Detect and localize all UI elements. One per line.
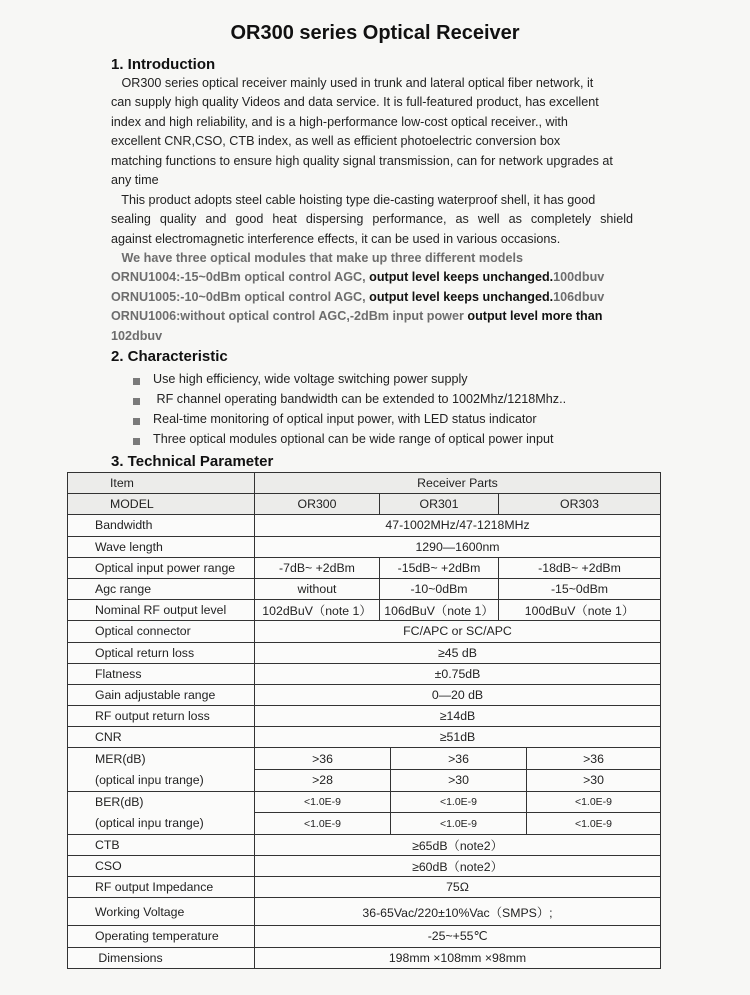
table-row	[68, 898, 661, 926]
row-value: ≥60dB（note2）	[255, 856, 661, 877]
square-bullet-icon	[133, 418, 140, 425]
mer-value-or301: >36	[391, 748, 527, 769]
square-bullet-icon	[133, 438, 140, 445]
model-line-ornu1004	[111, 268, 633, 287]
models-paragraph	[111, 249, 633, 346]
text-line: This product adopts steel cable hoisting type die-casting waterproof shell, it has good	[111, 193, 596, 207]
ber-value-or301: <1.0E-9	[391, 792, 527, 813]
table-row	[68, 926, 661, 947]
list-item	[133, 389, 566, 409]
row-label: RF output Impedance	[68, 877, 255, 898]
text-line: OR300 series optical receiver mainly used in trunk and lateral optical fiber network, it	[111, 76, 594, 90]
table-row	[68, 834, 661, 855]
model-spec: ORNU1004:-15~0dBm optical control AGC,	[111, 270, 370, 285]
ber-value-or303: <1.0E-9	[527, 792, 661, 813]
mer-value-row	[255, 770, 660, 791]
intro-paragraph-2	[111, 191, 633, 249]
mer-value-or303: >36	[527, 748, 661, 769]
row-label: CTB	[68, 834, 255, 855]
row-label: Nominal RF output level	[68, 600, 255, 621]
ber-label-line2: (optical inpu trange)	[95, 815, 204, 830]
mer-value-or301: >30	[391, 770, 527, 791]
model-level-last: 102dbuv	[111, 328, 163, 343]
text-line: against electromagnetic interference effects, it can be used in various occasions.	[111, 231, 561, 246]
model-cell: OR303	[499, 494, 661, 515]
ber-label-line1: BER(dB)	[95, 794, 144, 809]
mer-label-line1: MER(dB)	[95, 751, 146, 766]
table-row	[68, 642, 661, 663]
table-model-row	[68, 494, 661, 515]
model-cell: OR300	[255, 494, 380, 515]
mer-value-or303: >30	[583, 773, 604, 788]
header-item: Item	[68, 473, 255, 494]
row-label: CNR	[68, 727, 255, 748]
row-label: Working Voltage	[68, 898, 255, 926]
row-value-or300: without	[255, 578, 380, 599]
list-item-text: RF channel operating bandwidth can be extended to 1002Mhz/1218Mhz..	[153, 392, 567, 406]
model-output-note: output level keeps unchanged.	[369, 270, 554, 285]
row-value: 1290—1600nm	[255, 536, 661, 557]
row-label: Flatness	[68, 663, 255, 684]
ber-value-grid	[255, 792, 660, 834]
row-label: Optical connector	[68, 621, 255, 642]
table-row	[68, 600, 661, 621]
text-line: sealing quality and good heat dispersing performance, as well as completely shield	[111, 212, 633, 227]
intro-paragraph-1	[111, 74, 633, 190]
row-value: 0—20 dB	[255, 684, 661, 705]
model-spec: ORNU1006:without optical control AGC,-2dBm input power	[111, 309, 468, 324]
model-output-note: output level keeps unchanged.	[369, 289, 554, 304]
ber-value-or301: <1.0E-9	[391, 813, 527, 834]
row-value: ≥45 dB	[255, 642, 661, 663]
ber-value-or300: <1.0E-9	[255, 813, 391, 834]
row-value: 198mm ×108mm ×98mm	[255, 947, 661, 968]
row-value: FC/APC or SC/APC	[255, 621, 661, 642]
row-label: Wave length	[68, 536, 255, 557]
section-heading-technical: 3. Technical Parameter	[111, 453, 274, 470]
row-value: 36-65Vac/220±10%Vac（SMPS）;	[255, 898, 661, 926]
document-title: OR300 series Optical Receiver	[230, 22, 520, 44]
table-row	[68, 727, 661, 748]
model-cell: OR301	[380, 494, 499, 515]
row-value: ±0.75dB	[255, 663, 661, 684]
row-value-or303: 100dBuV（note 1）	[499, 600, 661, 621]
text-line: excellent CNR,CSO, CTB index, as well as efficient photoelectric conversion box	[111, 134, 561, 149]
table-row	[68, 684, 661, 705]
section-heading-characteristic: 2. Characteristic	[111, 348, 228, 365]
models-intro: We have three optical modules that make up three different models	[111, 251, 523, 265]
table-row	[68, 706, 661, 727]
ber-row	[68, 791, 661, 834]
model-level: 106dbuv	[553, 289, 605, 304]
row-value: 75Ω	[255, 877, 661, 898]
row-value-or301: -10~0dBm	[380, 578, 499, 599]
mer-values	[255, 748, 661, 791]
list-item-text: Real-time monitoring of optical input power, with LED status indicator	[153, 412, 537, 426]
text-line: can supply high quality Videos and data service. It is full-featured product, has excellent	[111, 95, 599, 110]
model-output-note: output level more than	[467, 309, 603, 324]
text-line: any time	[111, 173, 159, 188]
row-value-or303: -18dB~ +2dBm	[499, 557, 661, 578]
mer-value-or300: >36	[255, 748, 391, 769]
row-value: 47-1002MHz/47-1218MHz	[255, 515, 661, 536]
model-line-ornu1006	[111, 307, 633, 326]
table-row	[68, 536, 661, 557]
table-row	[68, 856, 661, 877]
model-label: MODEL	[68, 494, 255, 515]
text-line: index and high reliability, and is a high-performance low-cost optical receiver., with	[111, 114, 568, 129]
section-heading-introduction: 1. Introduction	[111, 56, 216, 73]
row-value: ≥65dB（note2）	[255, 834, 661, 855]
characteristic-list	[133, 369, 566, 449]
square-bullet-icon	[133, 378, 140, 385]
row-value-or301: 106dBuV（note 1）	[380, 600, 499, 621]
row-label: RF output return loss	[68, 706, 255, 727]
ber-value-row	[255, 813, 660, 834]
row-value-or301: -15dB~ +2dBm	[380, 557, 499, 578]
table-row	[68, 947, 661, 968]
table-row	[68, 515, 661, 536]
mer-label	[68, 748, 255, 791]
row-label: Agc range	[68, 578, 255, 599]
mer-value-or300: >28	[255, 770, 391, 791]
mer-row	[68, 748, 661, 791]
row-label: Bandwidth	[68, 515, 255, 536]
model-level: 100dbuv	[553, 270, 605, 285]
table-row	[68, 578, 661, 599]
row-label: Gain adjustable range	[68, 684, 255, 705]
table-header-row	[68, 473, 661, 494]
row-label: Dimensions	[68, 947, 255, 968]
ber-values	[255, 791, 661, 834]
ber-value-or300: <1.0E-9	[255, 792, 391, 813]
ber-label	[68, 791, 255, 834]
row-label: Optical return loss	[68, 642, 255, 663]
row-value: -25~+55℃	[255, 926, 661, 947]
row-label: Operating temperature	[68, 926, 255, 947]
text-line: matching functions to ensure high quality signal transmission, can for network upgrades at	[111, 153, 613, 168]
model-spec: ORNU1005:-10~0dBm optical control AGC,	[111, 289, 370, 304]
table-row	[68, 663, 661, 684]
list-item-text: Use high efficiency, wide voltage switching power supply	[153, 372, 468, 386]
row-value-or300: 102dBuV（note 1）	[255, 600, 380, 621]
header-receiver-parts: Receiver Parts	[255, 473, 661, 494]
row-value-or300: -7dB~ +2dBm	[255, 557, 380, 578]
row-label: CSO	[68, 856, 255, 877]
row-label: Optical input power range	[68, 557, 255, 578]
mer-label-line2: (optical inpu trange)	[95, 772, 204, 787]
list-item	[133, 429, 566, 449]
technical-parameter-table	[67, 472, 661, 969]
mer-value-grid	[255, 748, 660, 790]
row-value: ≥51dB	[255, 727, 661, 748]
row-value: ≥14dB	[255, 706, 661, 727]
mer-value-row	[255, 748, 660, 769]
ber-value-row	[255, 792, 660, 813]
table-row	[68, 621, 661, 642]
model-line-ornu1005	[111, 288, 633, 307]
square-bullet-icon	[133, 398, 140, 405]
table-row	[68, 557, 661, 578]
table-row	[68, 877, 661, 898]
list-item-text: Three optical modules optional can be wide range of optical power input	[153, 432, 554, 446]
ber-value-or303: <1.0E-9	[574, 817, 613, 830]
list-item	[133, 409, 566, 429]
row-value-or303: -15~0dBm	[499, 578, 661, 599]
list-item	[133, 369, 566, 389]
